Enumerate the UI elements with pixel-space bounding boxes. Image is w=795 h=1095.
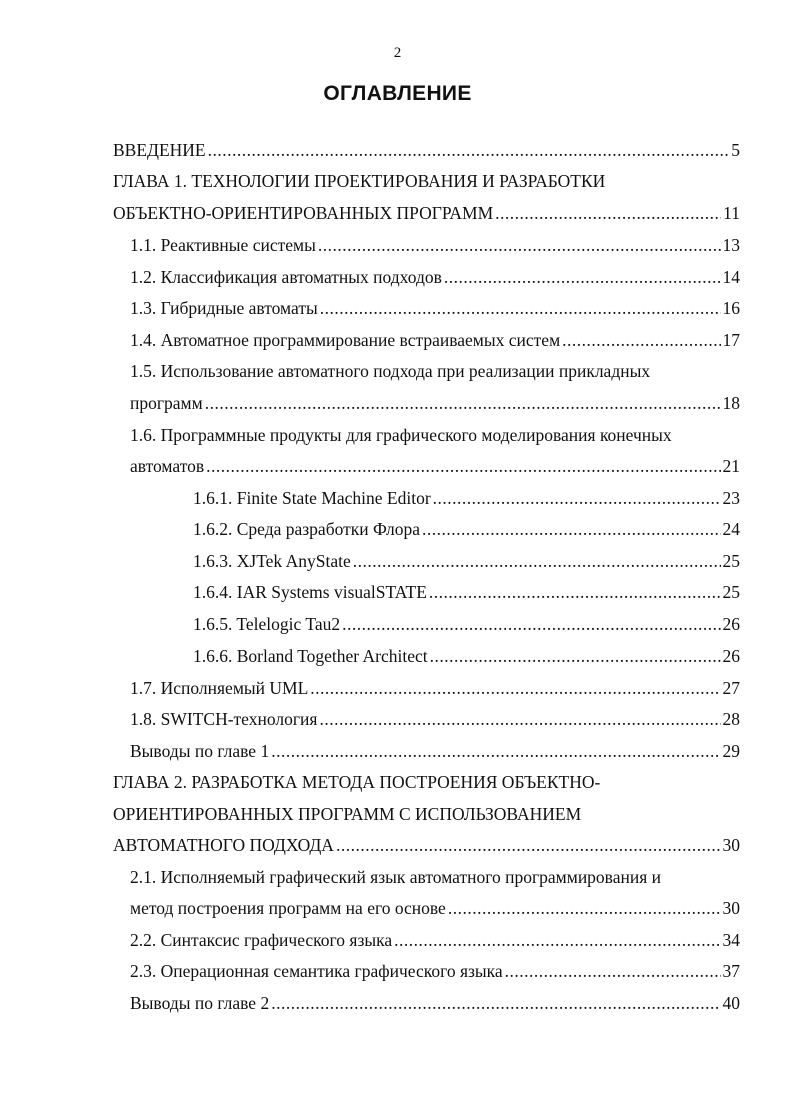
toc-entry[interactable] bbox=[130, 455, 740, 477]
toc-entry-title: 1.4. Автоматное программирование встраиваемых систем bbox=[130, 330, 561, 350]
toc-entry[interactable] bbox=[113, 834, 740, 856]
toc-entry-title: 1.6.6. Borland Together Architect bbox=[193, 646, 428, 666]
toc-leader-dots bbox=[208, 139, 730, 161]
toc-leader-dots bbox=[562, 329, 720, 351]
toc-entry[interactable] bbox=[193, 518, 740, 540]
toc-entry-title: 1.7. Исполняемый UML bbox=[130, 678, 309, 698]
toc-entry-title: 1.5. Использование автоматного подхода при реализации прикладных bbox=[130, 361, 651, 381]
toc-entry-title: 1.6. Программные продукты для графического моделирования конечных bbox=[130, 425, 672, 445]
toc-entry-title: 1.2. Классификация автоматных подходов bbox=[130, 267, 442, 287]
toc-entry-title: ГЛАВА 1. ТЕХНОЛОГИИ ПРОЕКТИРОВАНИЯ И РАЗРАБОТКИ bbox=[113, 171, 606, 191]
toc-entry[interactable] bbox=[130, 897, 740, 919]
toc-entry-page: 11 bbox=[723, 203, 740, 223]
toc-entry-title: 1.6.3. XJTek AnyState bbox=[193, 551, 351, 571]
toc-entry[interactable] bbox=[193, 581, 740, 603]
toc-entry[interactable] bbox=[130, 266, 740, 288]
toc-entry[interactable] bbox=[130, 297, 740, 319]
toc-entry-title-cont: автоматов bbox=[130, 456, 205, 476]
toc-entry-page: 21 bbox=[722, 456, 740, 476]
toc-entry[interactable] bbox=[130, 740, 740, 762]
toc-leader-dots bbox=[310, 677, 720, 699]
toc-entry-page: 26 bbox=[722, 614, 740, 634]
toc-leader-dots bbox=[336, 834, 721, 856]
toc-leader-dots bbox=[394, 929, 720, 951]
toc-leader-dots bbox=[271, 740, 720, 762]
toc-leader-dots bbox=[342, 613, 720, 635]
toc-entry-title: ВВЕДЕНИЕ bbox=[113, 140, 206, 160]
toc-entry-page: 27 bbox=[722, 678, 740, 698]
toc-leader-dots bbox=[271, 992, 720, 1014]
toc-entry[interactable] bbox=[130, 992, 740, 1014]
page-title: ОГЛАВЛЕНИЕ bbox=[323, 82, 472, 105]
toc-entry-title-cont: программ bbox=[130, 393, 203, 413]
toc-entry-title: ГЛАВА 2. РАЗРАБОТКА МЕТОДА ПОСТРОЕНИЯ ОБЪЕКТНО- bbox=[113, 772, 601, 792]
toc-entry-heading[interactable] bbox=[113, 771, 600, 793]
toc-leader-dots bbox=[318, 234, 721, 256]
toc-entry[interactable] bbox=[130, 929, 740, 951]
toc-entry[interactable] bbox=[130, 234, 740, 256]
toc-entry-title: 2.1. Исполняемый графический язык автоматного программирования и bbox=[130, 867, 661, 887]
toc-entry-title: Выводы по главе 2 bbox=[130, 993, 270, 1013]
toc-entry-title: Выводы по главе 1 bbox=[130, 741, 270, 761]
toc-entry-heading[interactable] bbox=[130, 424, 672, 446]
toc-entry-page: 13 bbox=[722, 235, 740, 255]
toc-entry-title: 2.2. Синтаксис графического языка bbox=[130, 930, 393, 950]
toc-entry[interactable] bbox=[193, 487, 740, 509]
toc-entry-heading[interactable] bbox=[130, 360, 650, 382]
toc-entry-page: 5 bbox=[731, 140, 740, 160]
toc-entry-page: 28 bbox=[722, 709, 740, 729]
toc-entry-title: 1.6.5. Telelogic Tau2 bbox=[193, 614, 341, 634]
toc-entry[interactable] bbox=[130, 960, 740, 982]
toc-leader-dots bbox=[430, 645, 721, 667]
toc-entry-heading[interactable] bbox=[113, 170, 605, 192]
toc-leader-dots bbox=[319, 708, 720, 730]
toc-leader-dots bbox=[444, 266, 721, 288]
toc-entry-page: 34 bbox=[722, 930, 740, 950]
toc-entry[interactable] bbox=[113, 139, 740, 161]
toc-leader-dots bbox=[320, 297, 721, 319]
toc-leader-dots bbox=[429, 581, 721, 603]
toc-leader-dots bbox=[205, 392, 721, 414]
toc-entry-page: 14 bbox=[722, 267, 740, 287]
toc-entry-title: 1.3. Гибридные автоматы bbox=[130, 298, 318, 318]
toc-entry-title: 2.3. Операционная семантика графического языка bbox=[130, 961, 503, 981]
toc-entry-heading[interactable] bbox=[113, 803, 581, 825]
toc-leader-dots bbox=[505, 960, 721, 982]
toc-entry-title: 1.6.2. Среда разработки Флора bbox=[193, 519, 420, 539]
toc-entry-page: 16 bbox=[722, 298, 740, 318]
toc-entry-page: 26 bbox=[722, 646, 740, 666]
page-number: 2 bbox=[393, 45, 402, 61]
toc-entry[interactable] bbox=[193, 645, 740, 667]
toc-leader-dots bbox=[206, 455, 720, 477]
toc-entry-page: 30 bbox=[722, 898, 740, 918]
toc-leader-dots bbox=[433, 487, 721, 509]
toc-entry-title: 1.8. SWITCH-технология bbox=[130, 709, 318, 729]
toc-entry-page: 18 bbox=[722, 393, 740, 413]
toc-entry-page: 25 bbox=[722, 551, 740, 571]
toc-entry-heading[interactable] bbox=[130, 866, 661, 888]
toc-entry-page: 37 bbox=[722, 961, 740, 981]
toc-entry-page: 24 bbox=[722, 519, 740, 539]
toc-entry-page: 17 bbox=[722, 330, 740, 350]
toc-entry-title: 1.1. Реактивные системы bbox=[130, 235, 316, 255]
toc-entry[interactable] bbox=[130, 392, 740, 414]
toc-entry-title-cont: АВТОМАТНОГО ПОДХОДА bbox=[113, 835, 334, 855]
toc-entry[interactable] bbox=[193, 550, 740, 572]
toc-leader-dots bbox=[495, 202, 721, 224]
toc-entry-title: 1.6.1. Finite State Machine Editor bbox=[193, 488, 431, 508]
toc-entry-title: 1.6.4. IAR Systems visualSTATE bbox=[193, 582, 427, 602]
toc-leader-dots bbox=[448, 897, 721, 919]
toc-entry-title-cont: метод построения программ на его основе bbox=[130, 898, 446, 918]
toc-entry-page: 30 bbox=[722, 835, 740, 855]
toc-entry-page: 25 bbox=[722, 582, 740, 602]
toc-entry-page: 23 bbox=[722, 488, 740, 508]
toc-entry[interactable] bbox=[130, 329, 740, 351]
toc-leader-dots bbox=[353, 550, 721, 572]
toc-entry[interactable] bbox=[113, 202, 740, 224]
toc-entry-page: 29 bbox=[722, 741, 740, 761]
toc-entry-title-cont: ОРИЕНТИРОВАННЫХ ПРОГРАММ С ИСПОЛЬЗОВАНИЕМ bbox=[113, 804, 582, 824]
toc-entry[interactable] bbox=[130, 708, 740, 730]
toc-entry-title-cont: ОБЪЕКТНО-ОРИЕНТИРОВАННЫХ ПРОГРАММ bbox=[113, 203, 494, 223]
toc-entry-page: 40 bbox=[722, 993, 740, 1013]
toc-leader-dots bbox=[422, 518, 721, 540]
toc-entry[interactable] bbox=[193, 613, 740, 635]
toc-entry[interactable] bbox=[130, 677, 740, 699]
